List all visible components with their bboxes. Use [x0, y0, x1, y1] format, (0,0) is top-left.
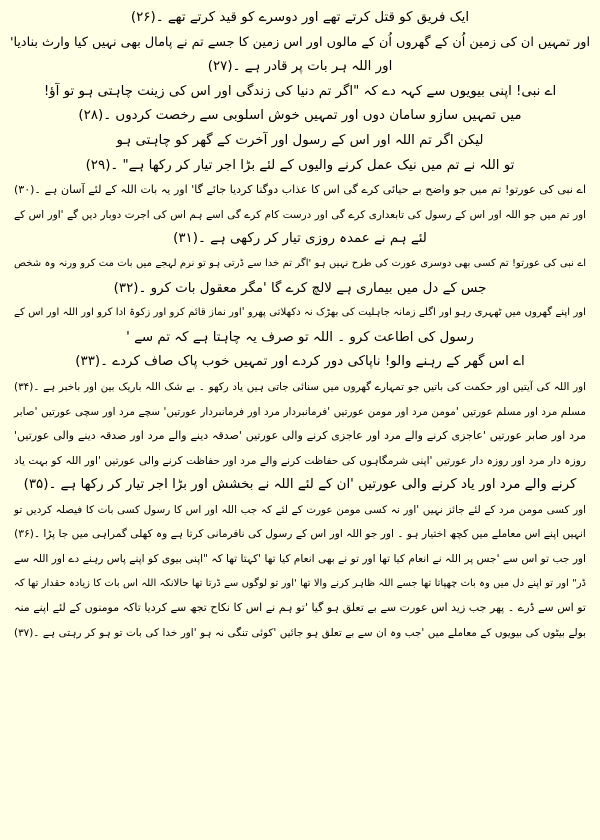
text-line: اور اللہ ہر بات پر قادر ہے ۔(۲۷)	[207, 59, 393, 75]
text-line: روزہ دار مرد اور روزہ دار عورتیں 'اپنی شرمگاہوں کی حفاظت کرنے والے مرد اور حفاظت کرنے والی عورتیں 'اور اللہ کو بہت یاد	[14, 454, 586, 467]
text-line: رسول کی اطاعت کرو ۔ اللہ تو صرف یہ چاہتا ہے کہ تم سے '	[126, 329, 474, 345]
text-line: اور تم میں جو اللہ اور اس کے رسول کی تابعداری کرے گی اور درست کام کرے گی اسے ہم اس کی اجرت دوبار دیں گے 'اور اس کے	[14, 208, 586, 221]
text-line: ڈر" اور تو اپنے دل میں وہ بات چھپاتا تھا جسے اللہ ظاہر کرنے والا تھا 'اور تو لوگوں سے ڈرتا تھا حالانکہ اللہ اس بات کا زیادہ حقدار تھا کہ	[14, 577, 586, 589]
text-line: بولے بیٹوں کی بیویوں کے معاملے میں 'جب وہ ان سے بے تعلق ہو جائیں 'کوئی تنگی نہ ہو 'اور خدا کی بات تو ہو کر رہتی ہے ۔(۳۷)	[14, 626, 586, 639]
text-line: اے نبی کی عورتو! تم میں جو واضح بے حیائی کرے گی اس کا عذاب دوگنا کردیا جائے گا' اور یہ بات اللہ کے لئے آسان ہے ۔(۳۰)	[14, 183, 586, 197]
text-line: اور تمہیں ان کی زمین اُن کے گھروں اُن کے مالوں اور اس زمین کا جسے تم نے پامال بھی نہیں کیا وارث بنادیا'	[10, 34, 590, 50]
text-line: اور اللہ کی آیتیں اور حکمت کی باتیں جو تمہارے گھروں میں سنائی جاتی ہیں یاد رکھو ۔ بے شک اللہ باریک بین اور باخبر ہے ۔(۳۴)	[14, 380, 586, 393]
text-line: مسلم مرد اور مسلم عورتیں 'مومن مرد اور مومن عورتیں 'فرمانبردار مرد اور فرمانبردار عورتیں' سچے مرد اور سچی عورتیں 'صابر	[14, 405, 586, 418]
text-line: میں تمہیں سازو سامان دوں اور تمہیں خوش اسلوبی سے رخصت کردوں ۔(۲۸)	[78, 108, 522, 124]
text-line: اور جب تو اس سے 'جس پر اللہ نے انعام کیا تھا اور تو نے بھی انعام کیا تھا 'کہتا تھا کہ "اپنی بیوی کو اپنے پاس رہنے دے اور اللہ سے	[14, 553, 586, 566]
text-line: اے نبی! اپنی بیویوں سے کہہ دے کہ "اگر تم دنیا کی زندگی اور اس کی زینت چاہتی ہو تو آؤ!	[43, 83, 557, 99]
text-line: کرنے والے مرد اور یاد کرنے والی عورتیں 'ان کے لئے اللہ نے بخشش اور بڑا اجر تیار کر رکھا ہے ۔(۳۵)	[23, 477, 577, 493]
text-line: جس کے دل میں بیماری ہے لالچ کرے گا 'مگر معقول بات کرو ۔(۳۲)	[113, 280, 487, 296]
text-line: لئے ہم نے عمدہ روزی تیار کر رکھی ہے ۔(۳۱)	[173, 231, 427, 247]
text-line: تو اللہ نے تم میں نیک عمل کرنے والیوں کے لئے بڑا اجر تیار کر رکھا ہے" ۔(۲۹)	[85, 157, 515, 173]
text-line: اور اپنے گھروں میں ٹھہری رہو اور اگلے زمانہ جاہلیت کی بھڑک نہ دکھلاتی پھرو 'اور نماز قائم کرو اور زکوۃ ادا کرو اور اللہ اور اس کے	[14, 307, 586, 319]
text-line: اور کسی مومن مرد کے لئے جائز نہیں 'اور نہ کسی مومن عورت کے لئے کہ جب اللہ اور اس کا رسول کسی بات کا فیصلہ کردیں تو	[14, 503, 586, 516]
text-line: تو اس سے ڈرے ۔ پھر جب زید اس عورت سے بے تعلق ہو گیا 'تو ہم نے اس کا نکاح تجھ سے کردیا تاکہ مومنوں کے لئے اپنے منہ	[14, 601, 586, 615]
text-line: مرد اور صابر عورتیں 'عاجزی کرنے والے مرد اور عاجزی کرنے والی عورتیں 'صدقہ دینے والے مرد اور صدقہ دینے والی عورتیں'	[14, 429, 586, 443]
urdu-text-page	[10, 6, 590, 836]
text-line: اے اس گھر کے رہنے والو! ناپاکی دور کردے اور تمہیں خوب پاک صاف کردے ۔(۳۳)	[75, 354, 525, 370]
text-line: ایک فریق کو قتل کرتے تھے اور دوسرے کو قید کرتے تھے ۔(۲۶)	[130, 10, 470, 25]
text-line: اے نبی کی عورتو! تم کسی بھی دوسری عورت کی طرح نہیں ہو 'اگر تم خدا سے ڈرتی ہو تو نرم لہجے میں بات مت کرو ورنہ وہ شخص	[14, 257, 586, 269]
text-line: انہیں اپنے اس معاملے میں کچھ اختیار ہو ۔ اور جو اللہ اور اس کے رسول کی نافرمانی کرتا ہے وہ کھلی گمراہی میں جا پڑا ۔(۳۶)	[14, 528, 586, 541]
text-line: لیکن اگر تم اللہ اور اس کے رسول اور آخرت کے گھر کو چاہتی ہو	[116, 132, 484, 148]
